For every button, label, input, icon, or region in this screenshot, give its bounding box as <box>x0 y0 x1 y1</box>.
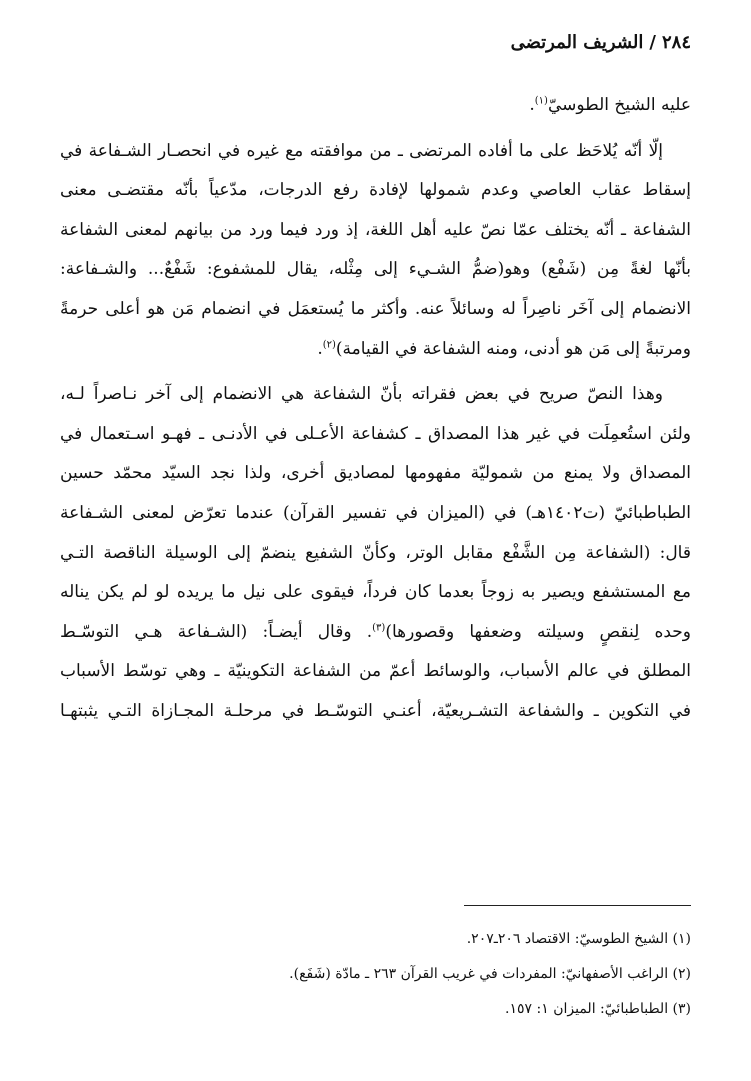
text-line: المصداق ولا يمنع من شموليّة مفهومها لمصاديق أخرى، ولذا نجد السيّد محمّد حسين <box>60 463 691 484</box>
text-line: بأنّها لغةً مِن (شَفْع) وهو(ضمُّ الشـيء إلى مِثْله، يقال للمشفوع: شَفْعٌ... والشـفاعة: <box>60 259 691 280</box>
footnote-ref[interactable]: (١) <box>534 95 548 107</box>
text-line: ومرتبةً إلى مَن هو أدنى، ومنه الشفاعة في القيامة)$^{(٢)}$. <box>317 338 691 359</box>
text-line: ولئن استُعمِلَت في غير هذا المصداق ـ كشفاعة الأعـلى في الأدنـى ـ فهـو اسـتعمال في <box>60 423 691 444</box>
text-line: قال: (الشفاعة مِن الشَّفْع مقابل الوتر، وكأنّ الشفيع ينضمّ إلى الوسيلة الناقصة التـي <box>60 542 691 563</box>
header-separator: / <box>649 32 656 53</box>
footnote-ref[interactable]: (٢) <box>322 338 336 350</box>
body-text <box>60 86 691 732</box>
text-line: الانضمام إلى آخَر ناصِراً له وسائلاً عنه. وأكثر ما يُستعمَل في انضمام مَن هو أعلى حرمةً <box>60 298 691 319</box>
text-line: عليه الشيخ الطوسيّ$^{(١)}$. <box>529 95 691 115</box>
text-line: الشفاعة ـ أنّه يختلف عمّا نصّ عليه أهل اللغة، إذ ورد فيما ورد من بيانهم لمعنى الشفاعة <box>60 219 691 240</box>
footnote-ref[interactable]: (٣) <box>372 622 386 634</box>
running-header <box>511 32 691 53</box>
text-line: وهذا النصّ صريح في بعض فقراته بأنّ الشفاعة هي الانضمام إلى آخر نـاصراً لـه، <box>60 384 663 405</box>
page-number: ٢٨٤ <box>661 32 691 53</box>
text-line: وحده لِنقصٍ وسيلته وضعفها وقصورها)$^{(٣)}$. وقال أيضـاً: (الشـفاعة هـي التوسّـط <box>60 621 691 642</box>
footnote: (٢) الراغب الأصفهانيّ: المفردات في غريب القرآن ٢٦٣ ـ مادّة (شَفَع). <box>289 966 691 982</box>
text-line: المطلق في عالم الأسباب، والوسائط أعمّ من الشفاعة التكوينيّة ـ وهي توسّط الأسباب <box>60 661 691 682</box>
footnote: (٣) الطباطبائيّ: الميزان ١: ١٥٧. <box>505 1001 691 1017</box>
text-line: إلّا أنّه يُلاحَظ على ما أفاده المرتضى ـ من موافقته مع غيره في انحصـار الشـفاعة في <box>60 140 663 161</box>
footnote: (١) الشيخ الطوسيّ: الاقتصاد ٢٠٦ـ٢٠٧. <box>466 931 691 947</box>
text-line: في التكوين ـ والشفاعة التشـريعيّة، أعنـي التوسّـط في مرحلـة المجـازاة التـي يثبتهـا <box>60 700 691 721</box>
text-line: مع المستشفع ويصير به زوجاً بعدما كان فرداً، فيقوى على نيل ما يريده لو لم يكن يناله <box>60 582 691 603</box>
footnotes <box>60 922 691 1027</box>
page <box>60 0 691 1081</box>
text-line: إسقاط عقاب العاصي وعدم شمولها لإفادة رفع الدرجات، مدّعياً بأنّه مقتضـى معنى <box>60 180 691 201</box>
text-line: الطباطبائيّ (ت١٤٠٢هـ) في (الميزان في تفسير القرآن) عندما تعرّض لمعنى الشـفاعة <box>60 502 691 523</box>
footnote-divider <box>464 905 691 906</box>
book-title: الشريف المرتضى <box>510 32 644 53</box>
